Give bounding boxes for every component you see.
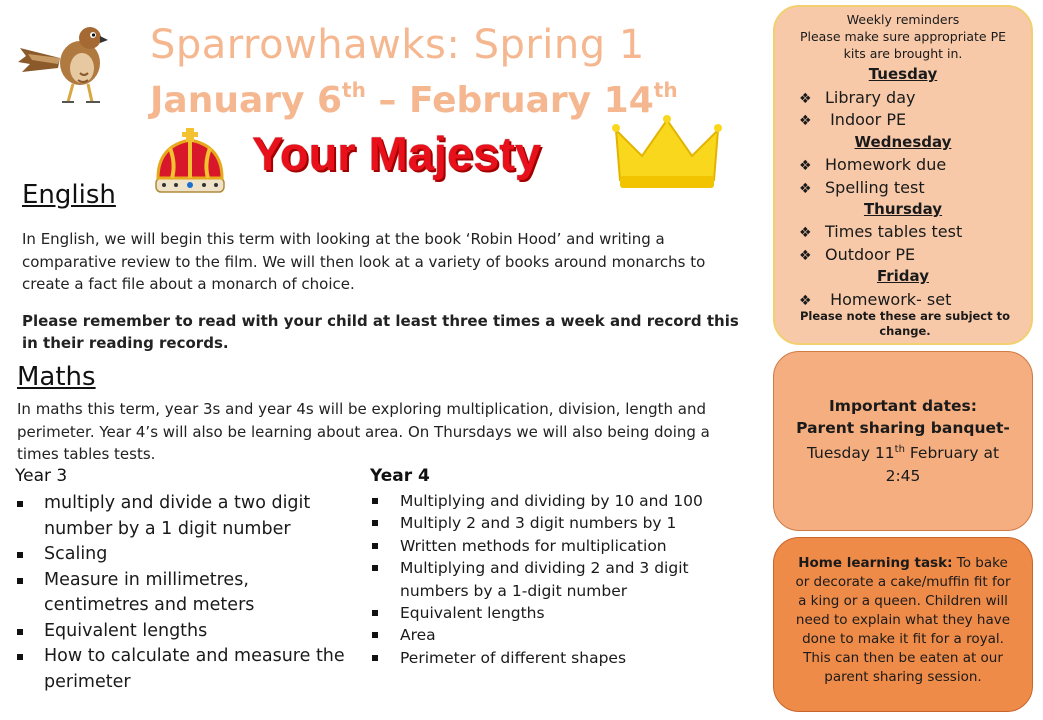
sparrowhawk-image xyxy=(18,18,118,106)
reminder-text: Homework due xyxy=(825,155,947,174)
date-end-suffix: th xyxy=(653,78,678,102)
diamond-bullet-icon: ❖ xyxy=(799,293,812,309)
red-crown-image xyxy=(150,126,230,196)
year3-list xyxy=(15,491,350,695)
dates-title: Important dates: xyxy=(829,397,977,416)
maths-heading: Maths xyxy=(17,362,96,392)
diamond-bullet-icon: ❖ xyxy=(799,181,812,197)
list-item: Equivalent lengths xyxy=(370,602,710,624)
reminder-item xyxy=(799,245,915,264)
maths-text: In maths this term, year 3s and year 4s will be exploring multiplication, division, length and perimeter. Year 4’s will also be learning about area. On Thursdays we will also being doing a times tables tests. xyxy=(17,400,710,463)
event-name: Parent sharing banquet- xyxy=(796,419,1010,438)
weekly-intro xyxy=(775,11,1031,62)
weekly-pe-line: Please make sure appropriate PE xyxy=(799,29,1007,44)
event-day-suffix: th xyxy=(894,444,905,456)
day-thursday: Thursday xyxy=(863,200,943,218)
list-item: Multiply 2 and 3 digit numbers by 1 xyxy=(370,512,710,534)
event-date xyxy=(807,439,999,464)
reminder-text: Outdoor PE xyxy=(825,245,916,264)
gold-crown-image xyxy=(612,112,722,192)
reminder-text: Homework- set xyxy=(825,290,952,309)
reminder-item xyxy=(799,290,951,309)
list-item: Area xyxy=(370,624,710,646)
reminder-item xyxy=(799,110,906,129)
list-item: Perimeter of different shapes xyxy=(370,647,710,669)
date-dash: – xyxy=(365,80,409,121)
list-item: Scaling xyxy=(15,542,350,568)
year3-heading: Year 3 xyxy=(15,466,68,486)
reminder-item xyxy=(799,178,925,197)
diamond-bullet-icon: ❖ xyxy=(799,113,812,129)
reminder-text: Times tables test xyxy=(825,222,963,241)
english-heading: English xyxy=(22,180,116,210)
date-start-suffix: th xyxy=(342,78,366,102)
list-item: Measure in millimetres, centimetres and meters xyxy=(15,568,350,619)
list-item: Multiplying and dividing 2 and 3 digit numbers by a 1-digit number xyxy=(370,557,710,602)
weekly-pe-line-2: kits are brought in. xyxy=(843,46,963,61)
reading-reminder: Please remember to read with your child at least three times a week and record this in their reading records. xyxy=(22,312,739,352)
event-month: February at xyxy=(904,444,1000,463)
list-item: Equivalent lengths xyxy=(15,619,350,645)
term-dates xyxy=(150,80,678,121)
diamond-bullet-icon: ❖ xyxy=(799,225,812,241)
weekly-title: Weekly reminders xyxy=(846,12,960,27)
list-item: Written methods for multiplication xyxy=(370,535,710,557)
date-start: January 6 xyxy=(150,80,343,121)
day-tuesday: Tuesday xyxy=(868,65,938,83)
reminder-item xyxy=(799,155,946,174)
home-learning-panel xyxy=(773,537,1033,712)
reminder-item xyxy=(799,88,915,107)
diamond-bullet-icon: ❖ xyxy=(799,158,812,174)
reminder-text: Spelling test xyxy=(825,178,925,197)
event-time: 2:45 xyxy=(885,466,921,485)
reminder-text: Indoor PE xyxy=(825,110,907,129)
year4-list xyxy=(370,490,710,669)
task-label: Home learning task: xyxy=(798,555,953,571)
weekly-reminders-panel xyxy=(773,5,1033,345)
date-end: February 14 xyxy=(408,80,654,121)
page-title: Sparrowhawks: Spring 1 xyxy=(150,22,645,68)
day-friday: Friday xyxy=(876,267,929,285)
important-dates-panel xyxy=(773,351,1033,531)
task-text: To bake or decorate a cake/muffin fit for a king or a queen. Children will need to explain what they have done to make it fit for a royal. This can then be eaten at our parent sharing session. xyxy=(795,555,1011,685)
list-item: How to calculate and measure the perimeter xyxy=(15,644,350,695)
reminder-item xyxy=(799,222,962,241)
list-item: multiply and divide a two digit number by a 1 digit number xyxy=(15,491,350,542)
topic-title: Your Majesty xyxy=(252,127,542,180)
diamond-bullet-icon: ❖ xyxy=(799,91,812,107)
day-wednesday: Wednesday xyxy=(854,133,952,151)
english-text: In English, we will begin this term with looking at the book ‘Robin Hood’ and writing a comparative review to the film. We will then look at a variety of books around monarchs to create a fact file about a monarch of choice. xyxy=(22,230,706,293)
year4-heading: Year 4 xyxy=(370,466,430,486)
event-day: Tuesday 11 xyxy=(806,444,895,463)
diamond-bullet-icon: ❖ xyxy=(799,248,812,264)
reminder-text: Library day xyxy=(825,88,916,107)
subject-to-change-note: Please note these are subject to change. xyxy=(799,309,1011,338)
list-item: Multiplying and dividing by 10 and 100 xyxy=(370,490,710,512)
